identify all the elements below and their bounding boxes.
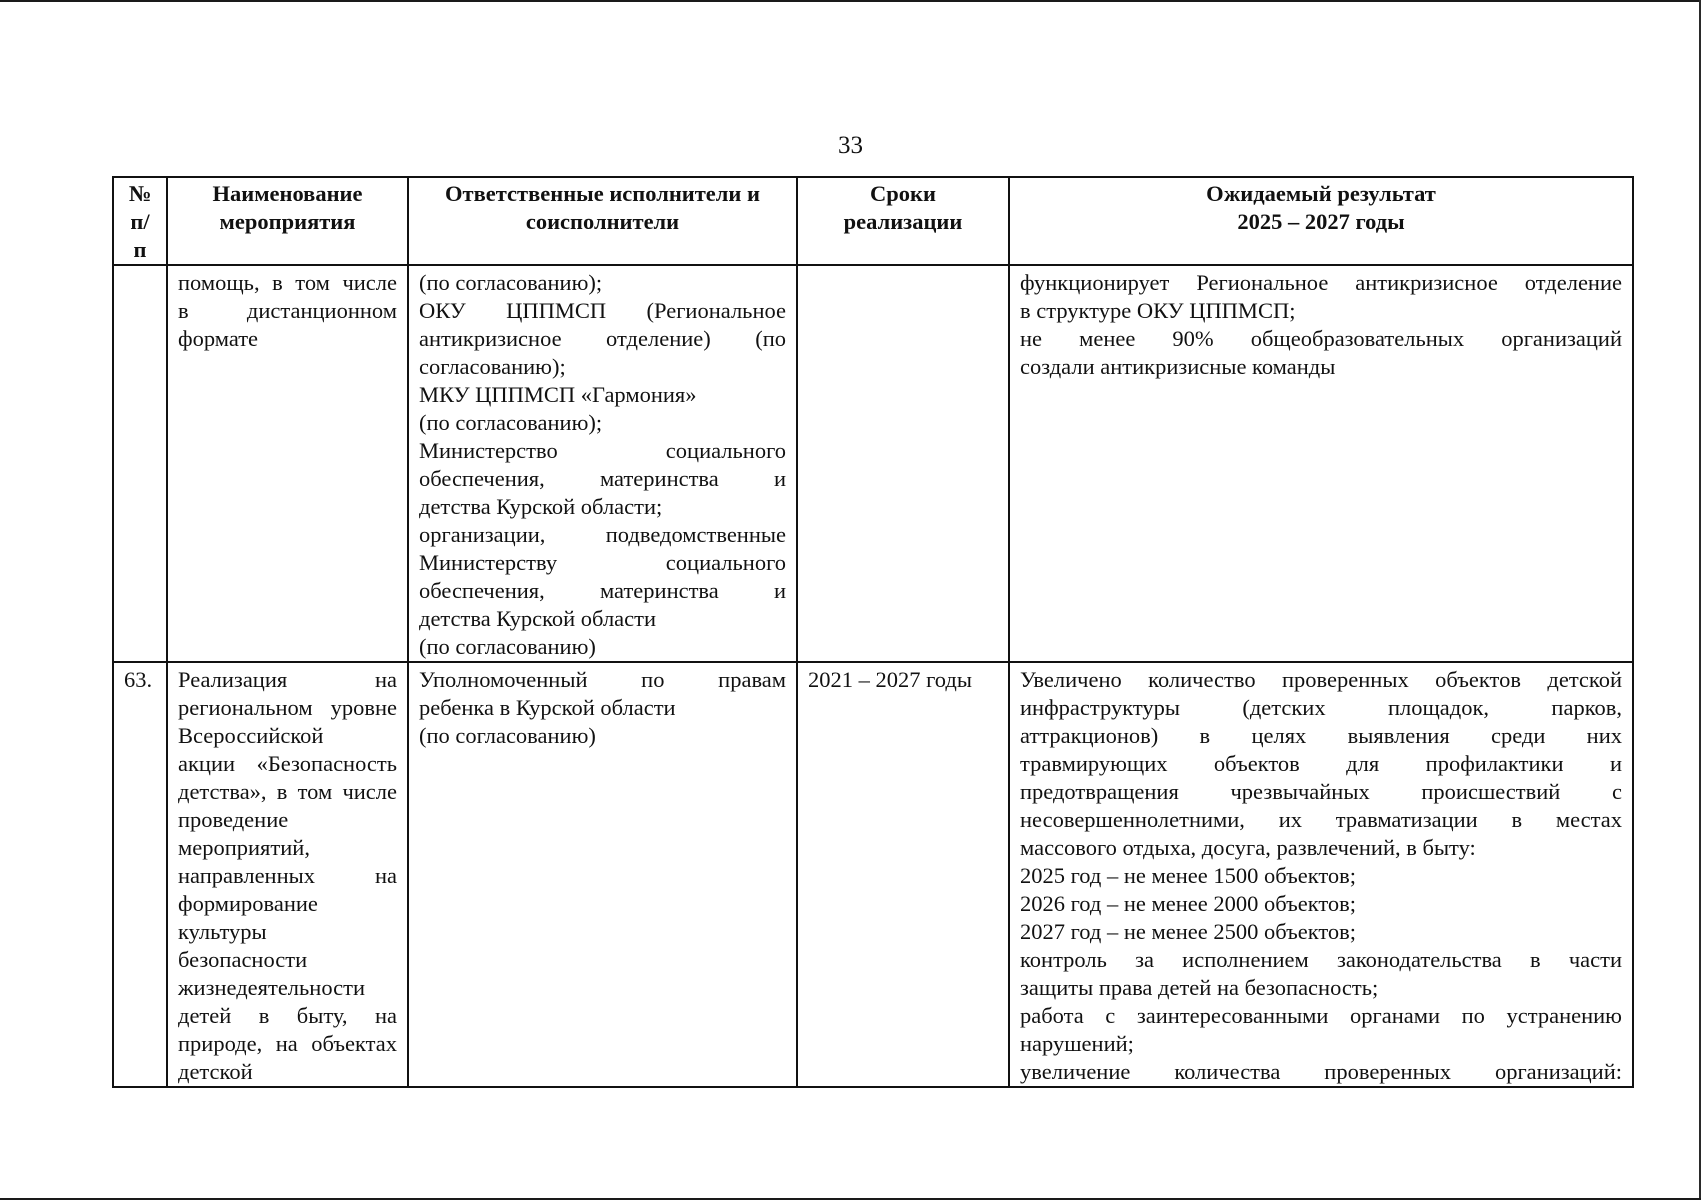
text-line: несовершеннолетними, их травматизации в местах [1020, 807, 1622, 832]
text-line: акции «Безопасность [178, 751, 397, 776]
text-line: нарушений; [1020, 1031, 1134, 1056]
responsible-executors [408, 662, 797, 1087]
text-line: предотвращения чрезвычайных происшествий с [1020, 779, 1622, 804]
measure-name [167, 662, 408, 1087]
table-header-row [113, 177, 1633, 265]
text-line: (по согласованию); [419, 270, 603, 295]
text-line: 2027 год – не менее 2500 объектов; [1020, 919, 1357, 944]
text-line: в дистанционном [178, 298, 397, 323]
text-line: формирование [178, 891, 318, 916]
text-line: создали антикризисные команды [1020, 354, 1336, 379]
header-name: Наименование мероприятия [167, 177, 408, 265]
text-line: (по согласованию); [419, 410, 603, 435]
text-line: обеспечения, материнства и [419, 578, 786, 603]
expected-result [1009, 265, 1633, 662]
text-line: ребенка в Курской области [419, 695, 676, 720]
table-row [113, 265, 1633, 662]
text-line: согласованию); [419, 354, 566, 379]
text-line: работа с заинтересованными органами по устранению [1020, 1003, 1622, 1028]
text-line: проведение [178, 807, 289, 832]
text-line: обеспечения, материнства и [419, 466, 786, 491]
header-num: № п/ п [113, 177, 167, 265]
text-line: детства», в том числе [178, 779, 397, 804]
text-line: увеличение количества проверенных организаций: [1020, 1059, 1622, 1084]
text-line: антикризисное отделение) (по [419, 326, 786, 351]
scan-edge-top [0, 0, 1701, 2]
table-row [113, 662, 1633, 1087]
text-line: Министерству социального [419, 550, 786, 575]
text-line: ОКУ ЦППМСП (Региональное [419, 298, 786, 323]
text-line: Министерство социального [419, 438, 786, 463]
text-line: жизнедеятельности [178, 975, 366, 1000]
text-line: региональном уровне [178, 695, 397, 720]
text-line: контроль за исполнением законодательства в части [1020, 947, 1622, 972]
implementation-terms [797, 265, 1009, 662]
text-line: Увеличено количество проверенных объектов детской [1020, 667, 1622, 692]
measure-name [167, 265, 408, 662]
text-line: Уполномоченный по правам [419, 667, 786, 692]
text-line: детства Курской области; [419, 494, 663, 519]
row-number: 63. [113, 662, 167, 1087]
text-line: детей в быту, на [178, 1003, 397, 1028]
page-number: 33 [838, 132, 863, 159]
implementation-terms: 2021 – 2027 годы [797, 662, 1009, 1087]
text-line: безопасности [178, 947, 308, 972]
text-line: МКУ ЦППМСП «Гармония» [419, 382, 697, 407]
header-terms: Сроки реализации [797, 177, 1009, 265]
text-line: детства Курской области [419, 606, 657, 631]
text-line: травмирующих объектов для профилактики и [1020, 751, 1622, 776]
text-line: инфраструктуры (детских площадок, парков, [1020, 695, 1622, 720]
text-line: мероприятий, [178, 835, 310, 860]
header-executors: Ответственные исполнители и соисполнители [408, 177, 797, 265]
text-line: (по согласованию) [419, 634, 596, 659]
text-line: культуры [178, 919, 267, 944]
text-line: массового отдыха, досуга, развлечений, в быту: [1020, 835, 1476, 860]
text-line: природе, на объектах [178, 1031, 397, 1056]
text-line: направленных на [178, 863, 397, 888]
text-line: помощь, в том числе [178, 270, 397, 295]
responsible-executors [408, 265, 797, 662]
text-line: 2025 год – не менее 1500 объектов; [1020, 863, 1357, 888]
row-number [113, 265, 167, 662]
measures-table [112, 176, 1634, 1088]
text-line: формате [178, 326, 259, 351]
text-line: детской [178, 1059, 253, 1084]
text-line: функционирует Региональное антикризисное отделение [1020, 270, 1622, 295]
text-line: Всероссийской [178, 723, 324, 748]
text-line: (по согласованию) [419, 723, 596, 748]
expected-result [1009, 662, 1633, 1087]
text-line: защиты права детей на безопасность; [1020, 975, 1379, 1000]
text-line: 2026 год – не менее 2000 объектов; [1020, 891, 1357, 916]
text-line: не менее 90% общеобразовательных организаций [1020, 326, 1622, 351]
header-result: Ожидаемый результат 2025 – 2027 годы [1009, 177, 1633, 265]
text-line: в структуре ОКУ ЦППМСП; [1020, 298, 1296, 323]
text-line: организации, подведомственные [419, 522, 786, 547]
text-line: Реализация на [178, 667, 397, 692]
text-line: аттракционов) в целях выявления среди них [1020, 723, 1622, 748]
